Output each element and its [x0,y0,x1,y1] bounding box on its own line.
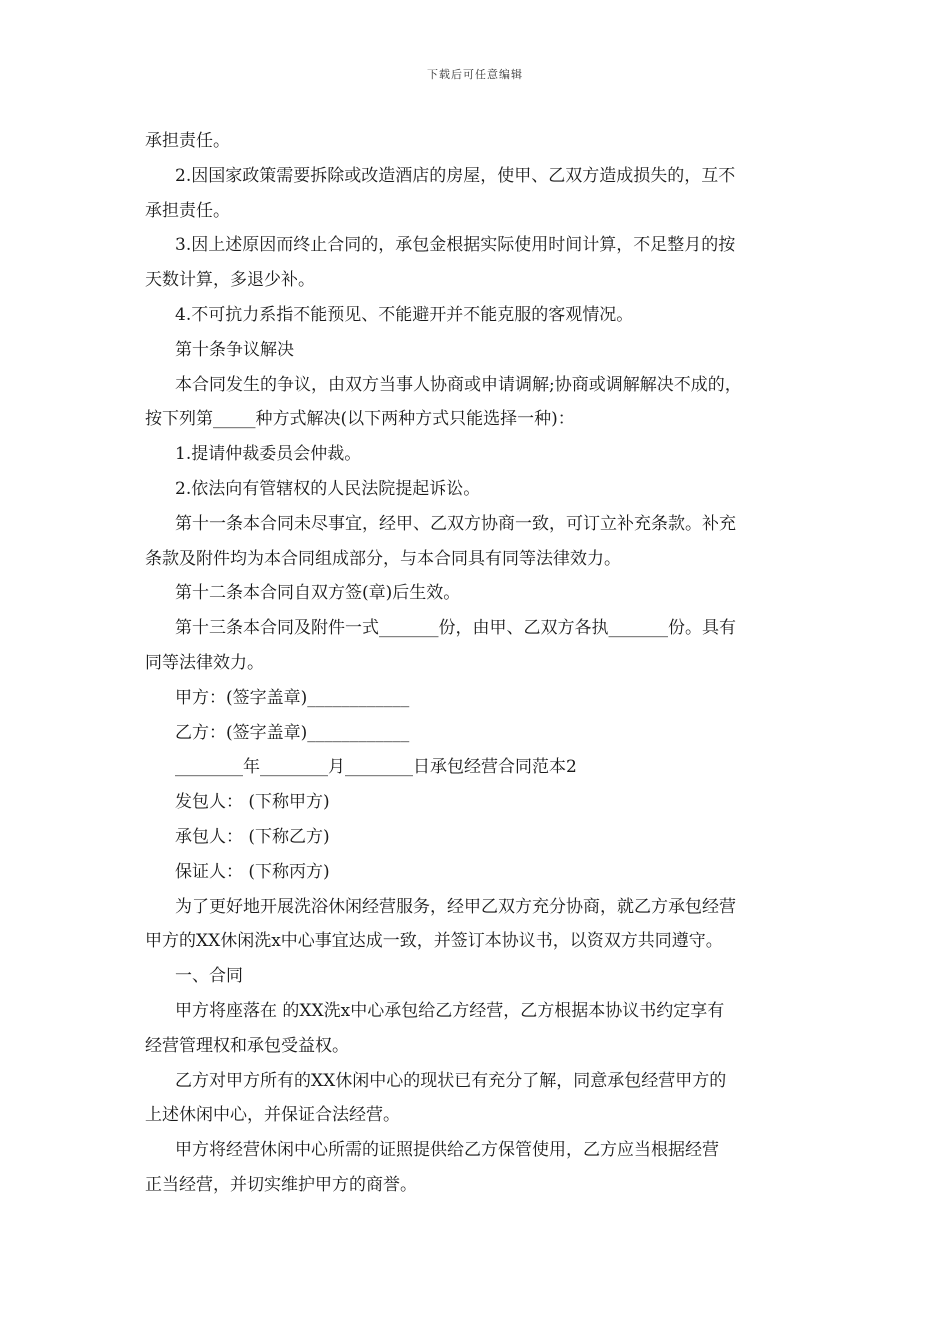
party-line: 承包人： (下称乙方) [175,826,330,847]
section-heading: 第十条争议解决 [175,339,294,360]
text-line: 2.依法向有管辖权的人民法院提起诉讼。 [175,478,481,499]
text-line: 第十一条本合同未尽事宜，经甲、乙双方协商一致，可订立补充条款。补充 [175,513,736,534]
text-line: 为了更好地开展洗浴休闲经营服务，经甲乙双方充分协商，就乙方承包经营 [175,896,736,917]
party-line: 保证人： (下称丙方) [175,861,330,882]
text-line: 上述休闲中心，并保证合法经营。 [145,1105,400,1126]
text-line: 承担责任。 [145,131,230,151]
text-line: 第十二条本合同自双方签(章)后生效。 [175,583,461,604]
section-heading: 一、合同 [175,966,243,987]
text-line: 条款及附件均为本合同组成部分，与本合同具有同等法律效力。 [145,548,621,569]
text-line: 1.提请仲裁委员会仲裁。 [175,444,362,465]
text-line: 同等法律效力。 [145,652,264,673]
date-line: ________年________月________日承包经营合同范本2 [175,757,577,778]
text-line: 甲方将经营休闲中心所需的证照提供给乙方保管使用，乙方应当根据经营 [175,1140,719,1161]
signature-line-party-b: 乙方：(签字盖章)____________ [175,722,410,743]
text-line: 3.因上述原因而终止合同的，承包金根据实际使用时间计算，不足整月的按 [175,235,736,256]
signature-line-party-a: 甲方：(签字盖章)____________ [175,687,410,708]
text-line: 甲方的XX休闲洗x中心事宜达成一致，并签订本协议书，以资双方共同遵守。 [145,931,723,952]
text-line: 甲方将座落在 的XX洗x中心承包给乙方经营，乙方根据本协议书约定享有 [175,1000,725,1021]
party-line: 发包人： (下称甲方) [175,792,330,813]
text-line: 按下列第_____种方式解决(以下两种方式只能选择一种)： [145,409,575,430]
text-line: 经营管理权和承包受益权。 [145,1035,349,1056]
document-body [145,124,815,1203]
text-line: 2.因国家政策需要拆除或改造酒店的房屋，使甲、乙双方造成损失的，互不 [175,165,736,186]
text-line: 天数计算，多退少补。 [145,270,315,291]
text-line: 第十三条本合同及附件一式_______份，由甲、乙双方各执_______份。具有 [175,618,736,639]
page-header: 下载后可任意编辑 [427,68,523,81]
text-line: 乙方对甲方所有的XX休闲中心的现状已有充分了解，同意承包经营甲方的 [175,1070,727,1091]
text-line: 4.不可抗力系指不能预见、不能避开并不能克服的客观情况。 [175,304,634,325]
text-line: 正当经营，并切实维护甲方的商誉。 [145,1174,417,1195]
text-line: 本合同发生的争议，由双方当事人协商或申请调解;协商或调解解决不成的， [175,374,742,395]
text-line: 承担责任。 [145,200,230,221]
